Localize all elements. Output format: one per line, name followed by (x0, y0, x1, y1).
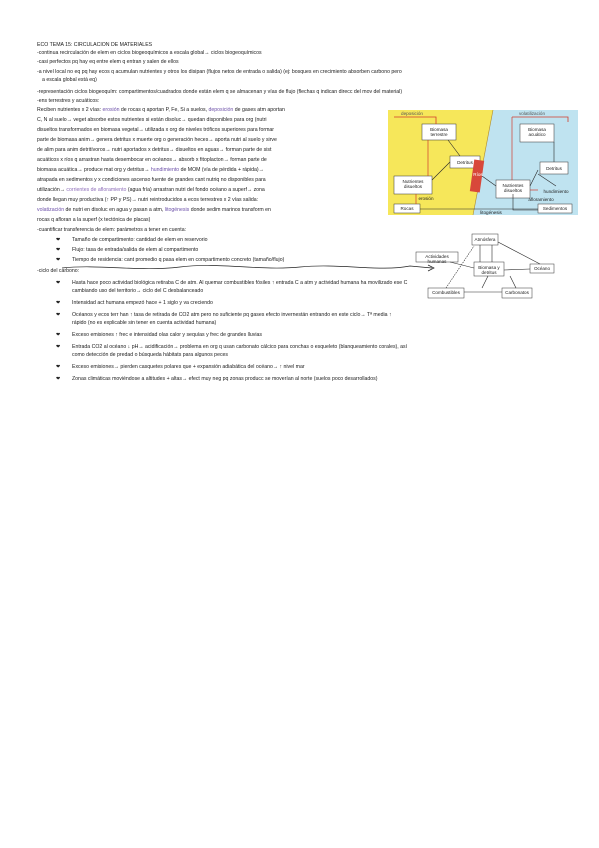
heart-bullet-icon: ❤ (56, 312, 61, 318)
list-item: como detección de predad o búsqueda hábitats para algunos peces (72, 352, 229, 358)
label-hundimiento: hundimiento (543, 189, 569, 194)
para-line: atrapada en sedimentos y x condiciones ascenso fuente de grandes cant nutriq no disponibles para (37, 177, 266, 183)
label-afloramiento: afloramiento (528, 197, 554, 202)
heart-bullet-icon: ❤ (56, 247, 61, 253)
highlight-term: erosión (102, 107, 120, 113)
box-detritus: Detritus (546, 166, 562, 171)
box-carbonatos: Carbonatos (505, 290, 529, 295)
intro-line: -continua recirculación de elem en ciclos biogeoquímicos a escala global→ ciclos biogeoquímicos (37, 50, 262, 56)
list-item: Hasta hace poco actividad biológica retiraba C de atm. Al quemar combustibles fósiles ↑ entrada C a atm y actividad humana ha movilizado ese C (72, 280, 408, 286)
para-line: biomasa acuática→ produce mat org y detritus→ hundimiento de MOM (vía de pérdida + rápida)→ (37, 167, 264, 173)
intro-line: -ens terrestres y acuáticos: (37, 98, 100, 104)
list-item: Tamaño de compartimento: cantidad de elem en reservorio (72, 237, 208, 243)
list-item: Intensidad act humana empezó hace + 1 siglo y va creciendo (72, 300, 213, 306)
heart-bullet-icon: ❤ (56, 332, 61, 338)
box-sedimentos: Sedimentos (542, 206, 568, 211)
list-item: Flujo: tasa de entrada/salida de elem al compartimento (72, 247, 199, 253)
heart-bullet-icon: ❤ (56, 364, 61, 370)
list-item: Exceso emisiones ↑ frec e intensidad olas calor y sequías y frec de grandes lluvias (72, 332, 263, 338)
box-detritus: Detritus (457, 160, 473, 165)
highlight-term: hundimiento (150, 167, 180, 173)
section-heading: -cuantificar transferencia de elem: parámetros a tener en cuenta: (37, 227, 187, 233)
heart-bullet-icon: ❤ (56, 237, 61, 243)
doc-title: ECO TEMA 15: CIRCULACION DE MATERIALES (37, 42, 153, 48)
intro-line: a escala global está eq) (42, 77, 97, 83)
box-biomasa-acuatica: Biomasa acuático (528, 127, 546, 137)
intro-line: -a nivel local no eq pq hay ecos q acumulan nutrientes y otros los disipan (flujos netos de entrada o salida) (ej: bosques en crecimiento absorben carbono pero (37, 69, 402, 75)
highlight-term: litogénesis (164, 207, 190, 213)
section-heading: -ciclo del carbono: (37, 268, 80, 274)
label-erosion: erosión (418, 196, 434, 201)
box-actividades-humanas: Actividades humanas (425, 254, 449, 264)
para-line: rocas q afloran a la superf (x tectónica de placas) (37, 217, 151, 223)
para-line: parte de biomasa anim→ genera detritus x muerte org o generación heces→ aporta nutri al suelo y sirve (37, 137, 277, 143)
para-line: de alim para anim detritívoros→ nutri aportados x detritus→ disueltos en aguas→ forman parte de sist (37, 147, 272, 153)
para-line: volatización de nutri en disoluc en agua y pasan a atm, litogénesis donde sedim marinos transform en (37, 207, 271, 213)
heart-bullet-icon: ❤ (56, 344, 61, 350)
intro-line: -representación ciclos biogeoquím: compartimentos/cuadrados donde están elem q se almacenan y vías de flujo (flechas q indican direcc del mov del material) (37, 89, 403, 95)
box-atmosfera: Atmósfera (474, 237, 496, 242)
list-item: Entrada CO2 al océano ↓ pH→ acidificación→ problema en org q usan carbonato cálcico para conchas o esqueleto (blanqueamiento corales), así (72, 344, 408, 350)
highlight-term: volatización (37, 207, 65, 213)
heart-bullet-icon: ❤ (56, 257, 61, 263)
intro-line: -casi perfectos pq hay eq entre elem q entran y salen de ellos (37, 59, 179, 65)
heart-bullet-icon: ❤ (56, 280, 61, 286)
box-nutrientes-disueltos: Nutrientes disueltos (402, 179, 424, 189)
list-item: Océanos y ecos terr han ↑ tasa de retirada de CO2 atm pero no suficiente pq gases efecto invernestán entrando en este ciclo→ Tª media ↑ (72, 312, 392, 318)
nutrient-cycle-diagram (388, 110, 578, 215)
list-item: cambiando uso del territorio→ ciclo del C desbalanceado (72, 288, 204, 294)
para-line: disueltos transformados en biomasa vegetal→ utilizada x org de niveles tróficos superiores para formar (37, 127, 275, 133)
handwritten-underline (60, 262, 440, 274)
para-line: Reciben nutrientes x 2 vías: erosión de rocas q aportan P, Fe, Si a suelos, deposición de gases atm aportan (37, 107, 285, 113)
heart-bullet-icon: ❤ (56, 376, 61, 382)
highlight-term: corrientes de afloramiento (66, 187, 127, 193)
box-combustibles: Combustibles (432, 290, 460, 295)
label-volatilizacion: volatilización (518, 111, 546, 116)
label-deposicion: deposición (401, 111, 423, 116)
box-biomasa-detritus: Biomasa y detritus (478, 265, 500, 275)
box-oceano: Océano (533, 266, 551, 271)
list-item: Tiempo de residencia: cant promedio q pasa elem en compartimento concreto (tamaño/flujo) (72, 257, 285, 263)
para-line: utilización→ corrientes de afloramiento (agua fría) arrastran nutri del fondo océano a superf→ zona (37, 187, 265, 193)
list-item: Zonas climáticas moviéndose a altitudes + altas→ efect muy neg pq zonas producc se moverían al norte (suelos poco desarrollados) (72, 376, 378, 382)
label-litogenesis: litogénesis (480, 210, 502, 215)
box-biomasa-terrestre: Biomasa terrestre (430, 127, 448, 137)
label-rios: Ríos (473, 172, 483, 177)
para-line: donde llegan muy productiva (↑ PP y PS)→ nutri reintroducidos a ecos terrestres x 2 vías salida: (37, 197, 259, 203)
box-nutrientes-disueltos: Nutrientes disueltos (502, 183, 524, 193)
para-line: C, N al suelo→ veget absorbe estos nutrientes si están disoluc→ quedan disponibles para org (nutri (37, 117, 267, 123)
carbon-cycle-diagram (410, 232, 570, 302)
list-item: Exceso emisiones→ pierden casquetes polares que + expansión adiabática del océano→ ↑ nivel mar (72, 364, 305, 370)
list-item: rápido (no es explicable sin tener en cuenta actividad humana) (72, 320, 217, 326)
para-line: acuáticos x ríos q arrastran hasta desembocar en océanos→ absorb x fitoplacton→ forman parte de (37, 157, 267, 163)
box-rocas: Rocas (400, 206, 414, 211)
highlight-term: deposición (208, 107, 234, 113)
heart-bullet-icon: ❤ (56, 300, 61, 306)
